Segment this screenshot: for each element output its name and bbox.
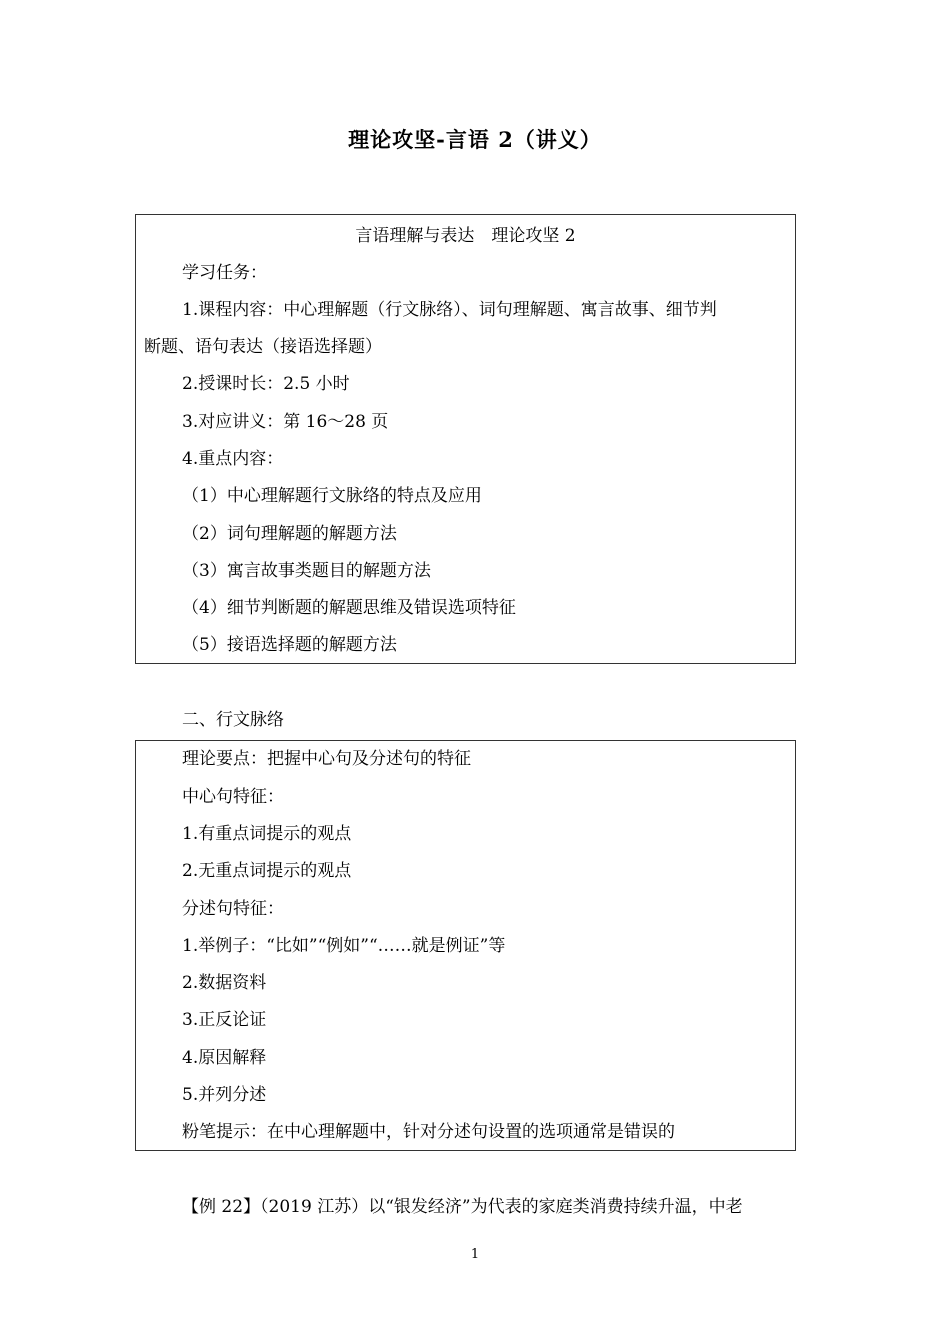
theory-line: 3.正反论证 bbox=[182, 1010, 267, 1030]
theory-line: 中心句特征： bbox=[182, 787, 284, 807]
theory-box bbox=[135, 740, 796, 1151]
section-heading: 二、行文脉络 bbox=[182, 710, 284, 730]
summary-box bbox=[135, 214, 796, 664]
key-point-item: （1）中心理解题行文脉络的特点及应用 bbox=[182, 486, 482, 506]
example-question bbox=[182, 1196, 743, 1218]
duration: 2.授课时长：2.5 小时 bbox=[182, 374, 350, 394]
theory-line: 5.并列分述 bbox=[182, 1085, 267, 1105]
theory-line: 1.举例子：“比如”“例如”“……就是例证”等 bbox=[182, 936, 506, 956]
key-points-label: 4.重点内容： bbox=[182, 449, 284, 469]
summary-heading: 言语理解与表达 理论攻坚 2 bbox=[355, 226, 576, 246]
theory-line: 2.数据资料 bbox=[182, 973, 267, 993]
course-content-line2: 断题、语句表达（接语选择题） bbox=[144, 337, 382, 357]
page-title: 理论攻坚-言语 2（讲义） bbox=[348, 127, 602, 152]
theory-line: 4.原因解释 bbox=[182, 1048, 267, 1068]
theory-line: 2.无重点词提示的观点 bbox=[182, 861, 352, 881]
course-content-line1: 1.课程内容：中心理解题（行文脉络）、词句理解题、寓言故事、细节判 bbox=[182, 300, 717, 320]
theory-line: 分述句特征： bbox=[182, 899, 284, 919]
key-point-item: （3）寓言故事类题目的解题方法 bbox=[182, 561, 431, 581]
theory-line: 理论要点：把握中心句及分述句的特征 bbox=[182, 749, 471, 769]
theory-line: 粉笔提示：在中心理解题中，针对分述句设置的选项通常是错误的 bbox=[182, 1122, 675, 1142]
theory-line: 1.有重点词提示的观点 bbox=[182, 824, 352, 844]
example-text: （2019 江苏）以“银发经济”为代表的家庭类消费持续升温，中老 bbox=[260, 1197, 743, 1217]
key-point-item: （4）细节判断题的解题思维及错误选项特征 bbox=[182, 598, 516, 618]
key-point-item: （2）词句理解题的解题方法 bbox=[182, 524, 397, 544]
task-label: 学习任务： bbox=[182, 263, 267, 283]
key-point-item: （5）接语选择题的解题方法 bbox=[182, 635, 397, 655]
example-label: 【例 22】 bbox=[182, 1197, 261, 1217]
handout-pages: 3.对应讲义：第 16～28 页 bbox=[182, 412, 389, 432]
page-number: 1 bbox=[470, 1247, 480, 1262]
